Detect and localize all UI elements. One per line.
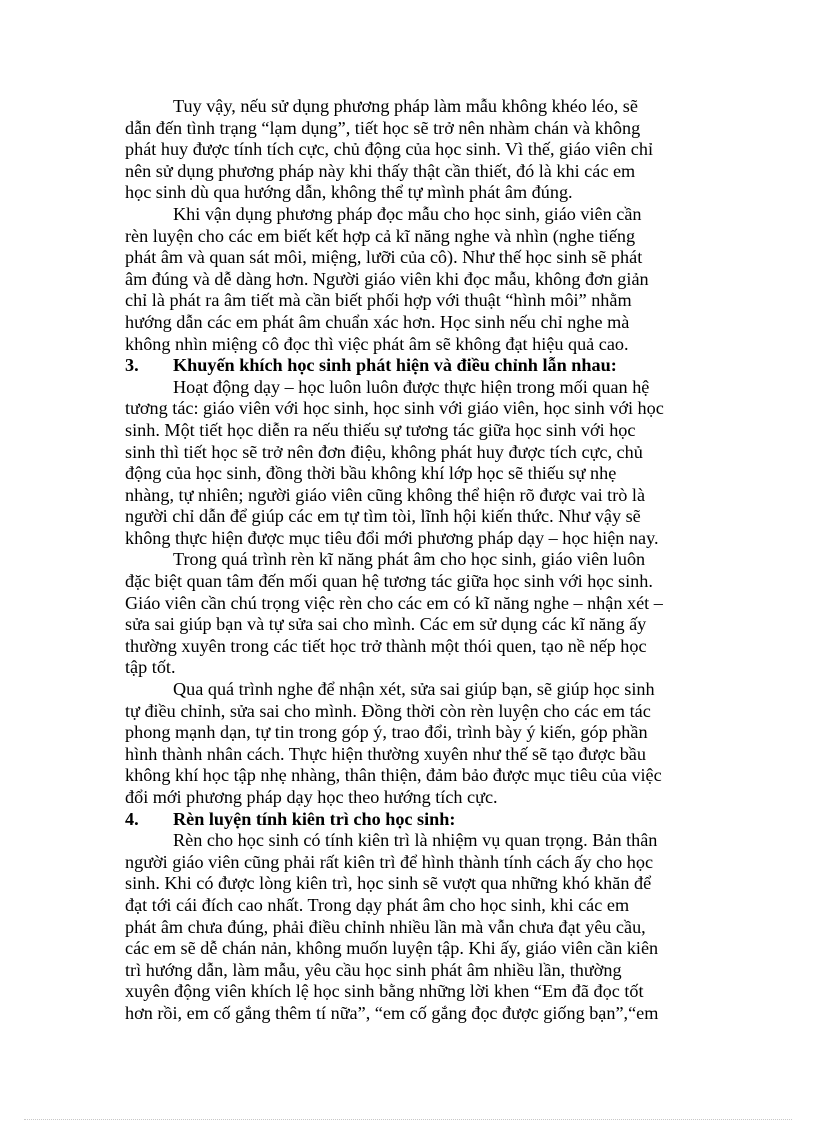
text-line: phát âm chưa đúng, phải điều chỉnh nhiều lần mà vẫn chưa đạt yêu cầu, <box>125 916 646 937</box>
text-line: hình thành nhân cách. Thực hiện thường xuyên như thế sẽ tạo được bầu <box>125 743 646 764</box>
text-line: các em sẽ dễ chán nản, không muốn luyện tập. Khi ấy, giáo viên cần kiên <box>125 938 659 959</box>
section-number: 4. <box>125 808 139 829</box>
section-title: Khuyến khích học sinh phát hiện và điều chỉnh lẫn nhau: <box>173 355 617 376</box>
text-line: âm đúng và dễ dàng hơn. Người giáo viên khi đọc mẫu, không đơn giản <box>125 268 649 289</box>
text-line: đặc biệt quan tâm đến mối quan hệ tương tác giữa học sinh với học sinh. <box>125 571 653 592</box>
section-title: Rèn luyện tính kiên trì cho học sinh: <box>173 808 456 829</box>
text-line: sinh thì tiết học sẽ trở nên đơn điệu, không phát huy được tích cực, chủ <box>125 441 643 462</box>
text-line: Khi vận dụng phương pháp đọc mẫu cho học sinh, giáo viên cần <box>173 203 642 224</box>
text-line: trì hướng dẫn, làm mẫu, yêu cầu học sinh phát âm nhiều lần, thường <box>125 959 622 980</box>
text-line: phát âm và quan sát môi, miệng, lưỡi của cô). Như thế học sinh sẽ phát <box>125 247 643 268</box>
text-line: sửa sai giúp bạn và tự sửa sai cho mình. Các em sử dụng các kĩ năng ấy <box>125 614 647 635</box>
text-line: xuyên động viên khích lệ học sinh bằng những lời khen “Em đã đọc tốt <box>125 981 644 1002</box>
paragraph <box>125 679 697 809</box>
text-line: tương tác: giáo viên với học sinh, học sinh với giáo viên, học sinh với học <box>125 398 664 419</box>
text-line: Hoạt động dạy – học luôn luôn được thực hiện trong mối quan hệ <box>173 376 650 397</box>
text-line: Rèn cho học sinh có tính kiên trì là nhiệm vụ quan trọng. Bản thân <box>173 830 658 851</box>
text-line: Giáo viên cần chú trọng việc rèn cho các em có kĩ năng nghe – nhận xét – <box>125 592 663 613</box>
text-line: sinh. Một tiết học diễn ra nếu thiếu sự tương tác giữa học sinh với học <box>125 419 636 440</box>
text-line: chỉ là phát ra âm tiết mà cần biết phối hợp với thuật “hình môi” nhằm <box>125 290 632 311</box>
text-line: Trong quá trình rèn kĩ năng phát âm cho học sinh, giáo viên luôn <box>173 549 646 570</box>
text-line: nên sử dụng phương pháp này khi thấy thật cần thiết, đó là khi các em <box>125 160 636 181</box>
paragraph <box>125 549 697 679</box>
text-line: rèn luyện cho các em biết kết hợp cả kĩ năng nghe và nhìn (nghe tiếng <box>125 225 636 246</box>
text-line: Tuy vậy, nếu sử dụng phương pháp làm mẫu không khéo léo, sẽ <box>173 96 638 116</box>
text-line: phong mạnh dạn, tự tin trong góp ý, trao đổi, trình bày ý kiến, góp phần <box>125 722 648 743</box>
paragraph <box>125 830 697 1024</box>
text-line: Qua quá trình nghe để nhận xét, sửa sai giúp bạn, sẽ giúp học sinh <box>173 679 655 700</box>
text-line: người giáo viên cũng phải rất kiên trì để hình thành tính cách ấy cho học <box>125 851 654 872</box>
section-heading <box>125 355 697 377</box>
text-line: không khí học tập nhẹ nhàng, thân thiện, đảm bảo được mục tiêu của việc <box>125 765 662 786</box>
text-line: thường xuyên trong các tiết học trở thành một thói quen, tạo nề nếp học <box>125 635 647 656</box>
text-line: đạt tới cái đích cao nhất. Trong dạy phát âm cho học sinh, khi các em <box>125 894 630 915</box>
paragraph <box>125 377 697 550</box>
document-body <box>125 96 697 1025</box>
paragraph <box>125 204 697 355</box>
text-line: không thực hiện được mục tiêu đổi mới phương pháp dạy – học hiện nay. <box>125 527 659 548</box>
text-line: tập tốt. <box>125 657 176 678</box>
paragraph <box>125 96 697 204</box>
text-line: sinh. Khi có được lòng kiên trì, học sinh sẽ vượt qua những khó khăn để <box>125 873 652 894</box>
text-line: hơn rồi, em cố gắng thêm tí nữa”, “em cố gắng đọc được giống bạn”,“em <box>125 1002 659 1023</box>
text-line: dẫn đến tình trạng “lạm dụng”, tiết học sẽ trở nên nhàm chán và không <box>125 117 641 138</box>
text-line: người chỉ dẫn để giúp các em tự tìm tòi, lĩnh hội kiến thức. Như vậy sẽ <box>125 506 641 527</box>
text-line: hướng dẫn các em phát âm chuẩn xác hơn. Học sinh nếu chỉ nghe mà <box>125 311 630 332</box>
text-line: đổi mới phương pháp dạy học theo hướng tích cực. <box>125 787 498 807</box>
text-line: động của học sinh, đồng thời bầu không khí lớp học sẽ thiếu sự nhẹ <box>125 463 617 484</box>
section-number: 3. <box>125 355 139 376</box>
text-line: học sinh dù qua hướng dẫn, không thể tự mình phát âm đúng. <box>125 182 573 203</box>
text-line: không nhìn miệng cô đọc thì việc phát âm sẽ không đạt hiệu quả cao. <box>125 333 629 354</box>
section-heading <box>125 809 697 831</box>
text-line: tự điều chỉnh, sửa sai cho mình. Đồng thời còn rèn luyện cho các em tác <box>125 700 651 721</box>
page-bottom-divider <box>24 1119 792 1120</box>
text-line: nhàng, tự nhiên; người giáo viên cũng không thể hiện rõ được vai trò là <box>125 484 646 505</box>
text-line: phát huy được tính tích cực, chủ động của học sinh. Vì thế, giáo viên chỉ <box>125 139 654 160</box>
